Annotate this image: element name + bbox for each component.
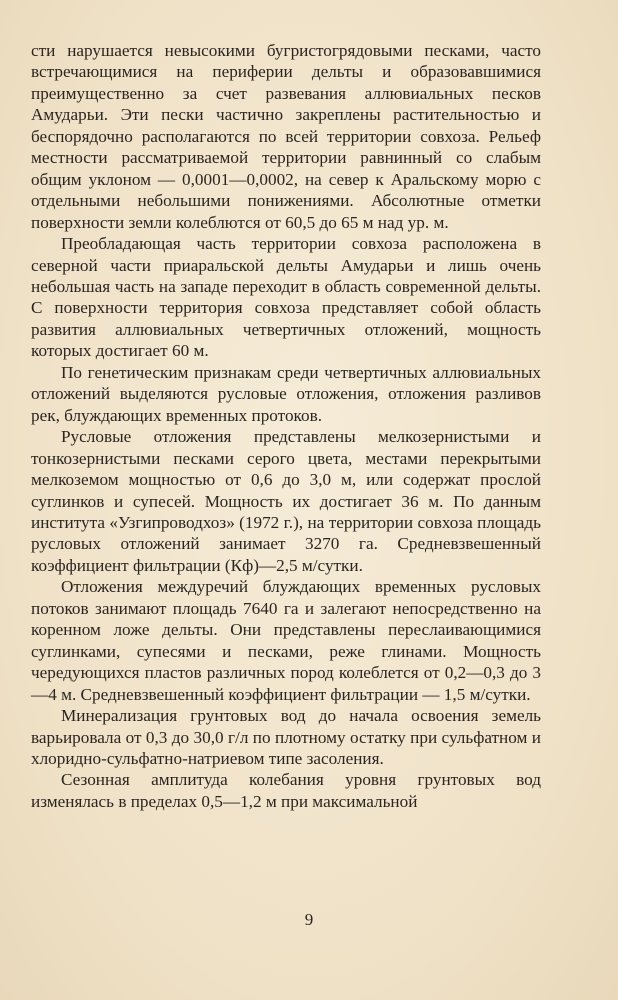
page-number: 9 — [304, 910, 314, 929]
paragraph-2: Преобладающая часть территории совхоза расположена в северной части приаральской дельты Амударьи и лишь очень небольшая часть на западе переходит в область современной дельты. С поверхности территория совхоза представляет собой область развития аллювиальных четвертичных отложений, мощность которых достигает 60 м. — [31, 234, 541, 361]
paragraph-7: Сезонная амплитуда колебания уровня грунтовых вод изменялась в пределах 0,5—1,2 м при максимальной — [31, 770, 541, 811]
paragraph-4: Русловые отложения представлены мелкозернистыми и тонкозернистыми песками серого цвета, местами перекрытыми мелкоземом мощностью от 0,6 до 3,0 м, или содержат прослой суглинков и супесей. Мощность их достигает 36 м. По данным института «Узгипроводхоз» (1972 г.), на территории совхоза площадь русловых отложений занимает 3270 га. Средневзвешенный коэффициент фильтрации (Кф)—2,5 м/сутки. — [31, 427, 541, 575]
paragraph-5: Отложения междуречий блуждающих временных русловых потоков занимают площадь 7640 га и залегают непосредственно на коренном ложе дельты. Они представлены переслаивающимися суглинками, супесями и песками, реже глинами. Мощность чередующихся пластов различных пород колеблется от 0,2—0,3 до 3—4 м. Средневзвешенный коэффициент фильтрации — 1,5 м/сутки. — [31, 577, 541, 704]
paragraph-6: Минерализация грунтовых вод до начала освоения земель варьировала от 0,3 до 30,0 г/л по плотному остатку при сульфатном и хлоридно-сульфатно-натриевом типе засоления. — [31, 706, 541, 768]
paragraph-1: сти нарушается невысокими бугристогрядовыми песками, часто встречающимися на периферии дельты и образовавшимися преимущественно за счет развевания аллювиальных песков Амударьи. Эти пески частично закреплены растительностью и беспорядочно располагаются по всей территории совхоза. Рельеф местности рассматриваемой территории равнинный со слабым общим уклоном — 0,0001—0,0002, на север к Аральскому морю с отдельными небольшими понижениями. Абсолютные отметки поверхности земли колеблются от 60,5 до 65 м над ур. м. — [31, 41, 541, 232]
paragraph-3: По генетическим признакам среди четвертичных аллювиальных отложений выделяются русловые отложения, отложения разливов рек, блуждающих временных протоков. — [31, 362, 541, 425]
body-text — [31, 40, 541, 812]
